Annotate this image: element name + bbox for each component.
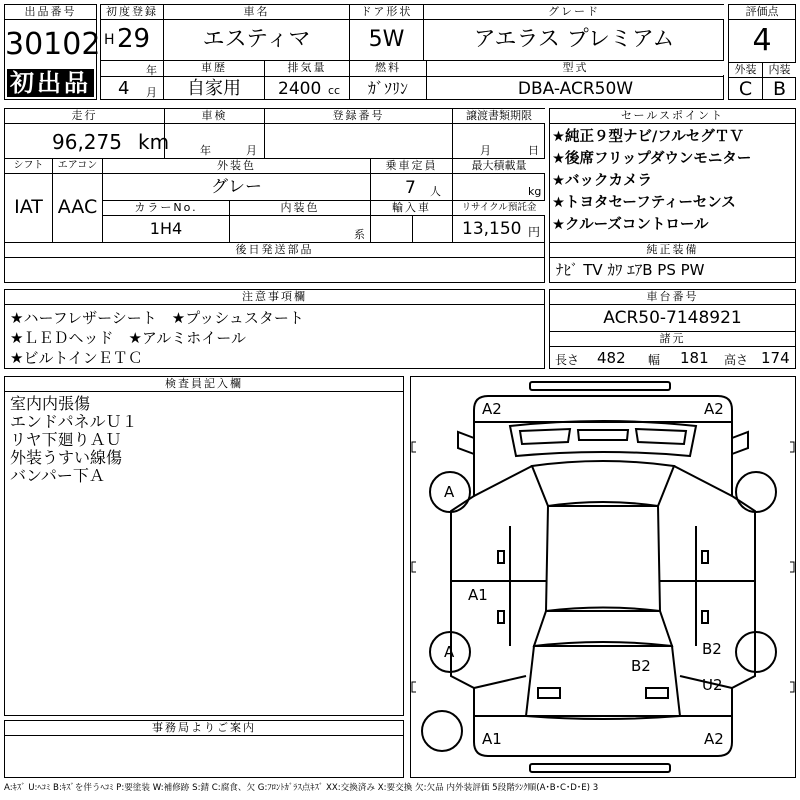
displacement: 2400 xyxy=(278,79,322,99)
equipment-value: ﾅﾋﾞ TV ｶﾜ ｴｱB PS PW xyxy=(556,261,705,279)
caution-line: ★ビルトインＥＴＣ xyxy=(10,349,143,367)
row-line xyxy=(549,346,796,347)
sales-points-label: セールスポイント xyxy=(550,109,795,123)
mark-rear-center: B2 xyxy=(631,657,651,675)
displacement-label: 排気量 xyxy=(265,61,349,75)
inspection-label: 車検 xyxy=(165,109,264,123)
first-reg-month: 4 xyxy=(118,78,130,99)
car-diagram xyxy=(410,376,796,778)
lot-number: 30102 xyxy=(5,27,101,62)
chassis-label: 車台番号 xyxy=(550,290,795,304)
col-line xyxy=(412,215,413,243)
mark-rear-right-lower: U2 xyxy=(702,676,723,694)
mark-front-left-wheel: A xyxy=(444,483,455,501)
row-line xyxy=(549,304,796,305)
sales-point-item: ★純正９型ナビ/フルセグＴＶ xyxy=(552,129,744,145)
score-label: 評価点 xyxy=(729,5,795,19)
transfer-day-unit: 日 xyxy=(528,144,539,157)
row-line xyxy=(549,257,796,258)
displacement-unit: cc xyxy=(328,84,341,97)
inspector-label: 検査員記入欄 xyxy=(5,377,403,391)
recycle-label: リサイクル預託金 xyxy=(453,201,545,215)
interior-color-label: 内装色 xyxy=(230,201,370,215)
row-line xyxy=(100,76,724,77)
cautions-list xyxy=(10,308,540,368)
max-load-unit: kg xyxy=(528,185,542,198)
capacity-unit: 人 xyxy=(430,185,441,198)
height-label: 高さ xyxy=(724,353,749,367)
inspector-notes xyxy=(10,395,400,485)
color-no-label: カラーNo. xyxy=(103,201,229,215)
length-label: 長さ xyxy=(555,353,580,367)
row-line xyxy=(100,19,724,20)
transfer-label: 譲渡書類期限 xyxy=(453,109,545,123)
chassis-number: ACR50-7148921 xyxy=(603,308,742,328)
row-line xyxy=(102,215,545,216)
grade: アエラス プレミアム xyxy=(473,27,675,52)
door-type: 5W xyxy=(368,27,405,52)
row-line xyxy=(4,257,545,258)
car-name-label: 車名 xyxy=(164,5,349,19)
inspector-note: 外装うすい線傷 xyxy=(10,448,123,467)
fuel: ｶﾞｿﾘﾝ xyxy=(367,79,408,98)
history-label: 車歴 xyxy=(164,61,264,75)
length: 482 xyxy=(597,349,626,367)
exterior-score: C xyxy=(738,78,753,100)
sales-point-item: ★クルーズコントロール xyxy=(552,217,709,233)
mileage-label: 走行 xyxy=(5,109,164,123)
cautions-label: 注意事項欄 xyxy=(5,290,544,304)
lot-number-box xyxy=(4,4,101,100)
mileage-unit: km xyxy=(138,130,170,154)
width-label: 幅 xyxy=(648,353,661,367)
model-code: DBA-ACR50W xyxy=(517,79,634,99)
office-label: 事務局よりご案内 xyxy=(5,721,403,735)
caution-line: ★ＬＥＤヘッド ★アルミホイール xyxy=(10,329,246,347)
first-reg-year: 29 xyxy=(117,24,151,54)
capacity: 7 xyxy=(405,178,416,198)
year-unit: 年 xyxy=(146,64,157,77)
mark-front-right-corner: A2 xyxy=(704,400,724,418)
row-line xyxy=(102,173,545,174)
capacity-label: 乗車定員 xyxy=(371,159,452,173)
sales-points-list xyxy=(552,126,795,236)
ac-label: エアコン xyxy=(53,159,102,173)
mileage: 96,275 xyxy=(52,130,122,154)
inspector-note: バンパー下Ａ xyxy=(10,466,105,485)
color-number: 1H4 xyxy=(149,219,183,238)
dimensions-label: 諸元 xyxy=(550,332,795,346)
inspector-note: リヤ下廻りＡＵ xyxy=(10,430,122,449)
sales-point-item: ★トヨタセーフティーセンス xyxy=(552,195,736,211)
shift: IAT xyxy=(14,196,43,218)
inspector-note: エンドパネルＵ１ xyxy=(10,412,138,431)
row-line xyxy=(4,391,404,392)
row-line xyxy=(4,123,545,124)
lot-number-label: 出品番号 xyxy=(5,5,96,20)
first-reg-label: 初度登録 xyxy=(101,5,163,19)
first-listing-badge: 初出品 xyxy=(7,69,94,97)
inspector-note: 室内内張傷 xyxy=(10,394,91,413)
grade-label: グレード xyxy=(424,5,724,19)
month-unit: 月 xyxy=(146,86,157,99)
color: グレー xyxy=(211,177,262,197)
mark-left-side: A1 xyxy=(468,586,488,604)
mark-rear-left-wheel: A xyxy=(444,643,455,661)
equipment-label: 純正装備 xyxy=(550,243,795,257)
sales-point-item: ★後席フリップダウンモニター xyxy=(552,151,752,167)
row-line xyxy=(549,123,796,124)
height: 174 xyxy=(761,349,790,367)
width: 181 xyxy=(680,349,709,367)
history: 自家用 xyxy=(187,78,241,99)
interior-score: B xyxy=(772,78,787,100)
fuel-label: 燃料 xyxy=(350,61,426,75)
mark-front-left-corner: A2 xyxy=(482,400,502,418)
row-line xyxy=(4,735,404,736)
later-parts-label: 後日発送部品 xyxy=(5,243,544,257)
interior-color-unit: 系 xyxy=(354,228,365,241)
mark-rear-right-corner: A2 xyxy=(704,730,724,748)
interior-score-label: 内装 xyxy=(763,63,796,77)
exterior-score-label: 外装 xyxy=(729,63,762,77)
car-name: エスティマ xyxy=(202,27,311,52)
color-label: 外装色 xyxy=(103,159,370,173)
shift-label: シフト xyxy=(5,159,52,173)
insp-year-unit: 年 xyxy=(200,144,211,157)
insp-month-unit: 月 xyxy=(246,144,257,157)
row-line xyxy=(728,19,796,20)
legend: A:ｷｽﾞ U:ﾍｺﾐ B:ｷｽﾞを伴うﾍｺﾐ P:要塗装 W:補修跡 S:錆 C:腐食、欠 G:ﾌﾛﾝﾄｶﾞﾗｽ点ｷｽﾞ XX:交換済み X:要交換 欠:欠品 内外装評価 5段階ﾗﾝｸ順(A･B･C･D･E) 3 xyxy=(4,783,599,793)
air-conditioner: AAC xyxy=(57,196,98,218)
door-label: ドア形状 xyxy=(350,5,423,19)
sales-point-item: ★バックカメラ xyxy=(552,173,652,189)
reg-no-label: 登録番号 xyxy=(265,109,452,123)
mark-rear-left-corner: A1 xyxy=(482,730,502,748)
era: H xyxy=(104,32,115,48)
recycle-unit: 円 xyxy=(528,225,541,239)
max-load-label: 最大積載量 xyxy=(453,159,545,173)
model-label: 型式 xyxy=(427,61,724,75)
row-line xyxy=(4,304,545,305)
overall-score: 4 xyxy=(752,23,772,58)
transfer-month-unit: 月 xyxy=(480,144,491,157)
mark-rear-right-side: B2 xyxy=(702,640,722,658)
recycle-deposit: 13,150 xyxy=(462,219,522,239)
caution-line: ★ハーフレザーシート ★プッシュスタート xyxy=(10,309,304,327)
import-label: 輸入車 xyxy=(371,201,452,215)
row-line xyxy=(4,173,102,174)
